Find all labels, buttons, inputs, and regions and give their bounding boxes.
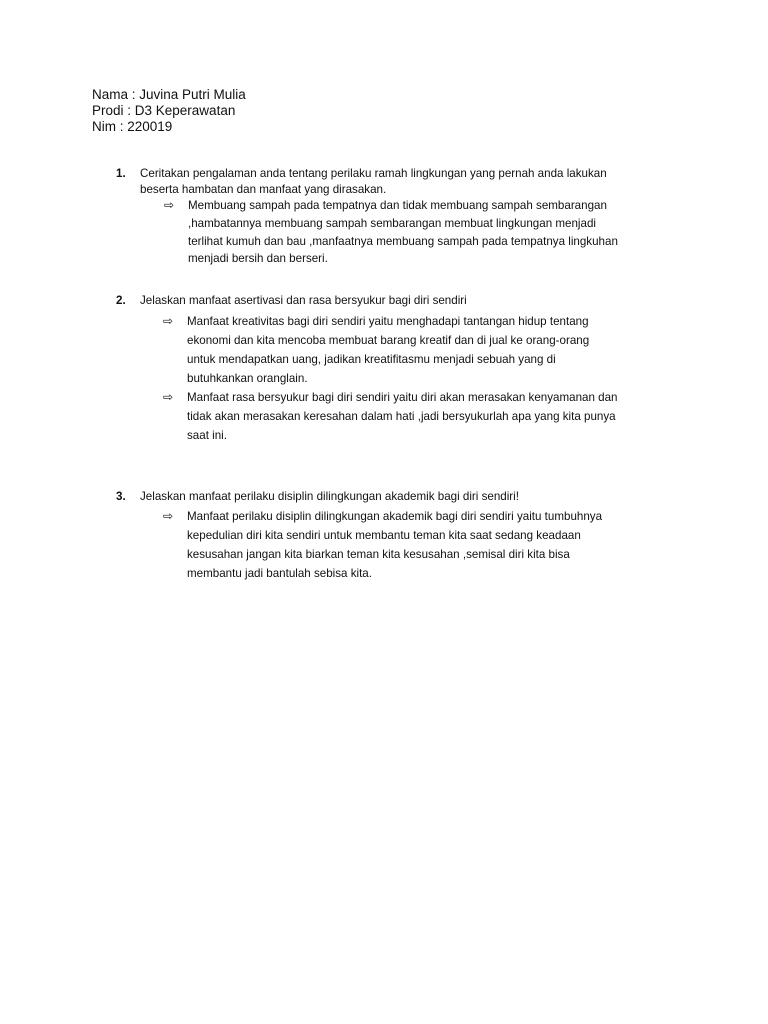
right-arrow-outline-icon: ⇨	[164, 198, 175, 212]
right-arrow-outline-icon: ⇨	[163, 314, 174, 328]
answer-text-line: kepedulian diri kita sendiri untuk membantu teman kita saat sedang keadaan	[187, 529, 581, 542]
question-text-line: Jelaskan manfaat perilaku disiplin dilingkungan akademik bagi diri sendiri!	[140, 490, 519, 503]
answer-text-line: tidak akan merasakan keresahan dalam hati ,jadi bersyukurlah apa yang kita punya	[187, 410, 616, 423]
answer-text-line: Manfaat perilaku disiplin dilingkungan akademik bagi diri sendiri yaitu tumbuhnya	[187, 510, 603, 523]
question-number: 2.	[116, 294, 126, 307]
question-1	[116, 166, 607, 198]
answer-text-line: ekonomi dan kita mencoba membuat barang kreatif dan di jual ke orang-orang	[187, 334, 590, 347]
answer-3	[163, 507, 603, 583]
question-number: 3.	[116, 490, 126, 503]
question-number: 1.	[116, 167, 126, 180]
answer-text-line: butuhkankan oranglain.	[187, 372, 308, 385]
answer-text-line: Membuang sampah pada tempatnya dan tidak membuang sampah sembarangan	[188, 199, 607, 212]
question-2	[116, 293, 467, 309]
answer-1	[164, 197, 618, 268]
right-arrow-outline-icon: ⇨	[163, 390, 174, 404]
question-text-line: Jelaskan manfaat asertivasi dan rasa bersyukur bagi diri sendiri	[140, 294, 467, 307]
answer-text-line: menjadi bersih dan berseri.	[188, 252, 328, 266]
answer-text-line: Manfaat rasa bersyukur bagi diri sendiri yaitu diri akan merasakan kenyamanan dan	[187, 391, 618, 404]
right-arrow-outline-icon: ⇨	[163, 509, 174, 523]
answer-2b	[163, 388, 618, 445]
answer-text-line: ,hambatannya membuang sampah sembarangan membuat lingkungan menjadi	[188, 216, 596, 230]
answer-text-line: saat ini.	[187, 429, 227, 442]
answer-text-line: terlihat kumuh dan bau ,manfaatnya membuang sampah pada tempatnya lingkuhan	[188, 234, 618, 248]
question-text-line: beserta hambatan dan manfaat yang dirasakan.	[140, 183, 387, 196]
student-id: Nim : 220019	[92, 119, 173, 134]
student-info	[92, 87, 246, 135]
answer-text-line: kesusahan jangan kita biarkan teman kita kesusahan ,semisal diri kita bisa	[187, 548, 570, 561]
answer-text-line: membantu jadi bantulah sebisa kita.	[187, 567, 372, 580]
answer-text-line: untuk mendapatkan uang, jadikan kreatifitasmu menjadi sebuah yang di	[187, 353, 556, 366]
question-text-line: Ceritakan pengalaman anda tentang perilaku ramah lingkungan yang pernah anda lakukan	[140, 167, 607, 180]
student-name: Nama : Juvina Putri Mulia	[92, 87, 246, 102]
question-3	[116, 489, 519, 505]
student-program: Prodi : D3 Keperawatan	[92, 103, 236, 118]
answer-2a	[163, 312, 590, 388]
answer-text-line: Manfaat kreativitas bagi diri sendiri yaitu menghadapi tantangan hidup tentang	[187, 315, 589, 328]
